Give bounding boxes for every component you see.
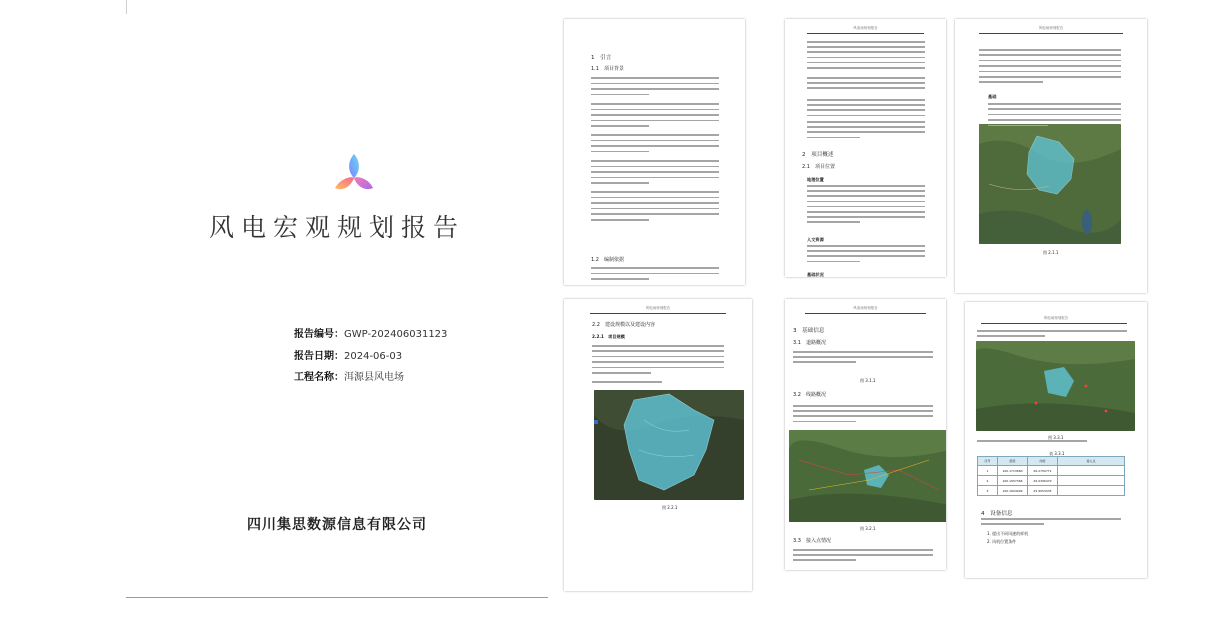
figure-caption: 图 3.3.1 xyxy=(1048,435,1064,440)
table-caption: 表 3.3.1 xyxy=(1049,451,1065,456)
section-heading-basic-info: 3 基础信息 xyxy=(793,328,825,334)
table-cell: 3 xyxy=(978,486,998,496)
cover-divider xyxy=(126,0,127,14)
body-text-line xyxy=(981,523,1044,525)
body-text-line xyxy=(807,211,925,213)
body-text-line xyxy=(793,415,933,417)
body-text-line xyxy=(807,51,925,53)
subheading-project-scale: 2.2.1 项目规模 xyxy=(592,334,625,339)
body-text-line xyxy=(807,62,925,64)
section-heading-intro: 1 引言 xyxy=(591,55,612,61)
page-thumbnail-1[interactable] xyxy=(564,19,745,285)
page-thumbnail-4[interactable] xyxy=(564,299,752,591)
body-text-line xyxy=(979,65,1121,67)
body-text-line xyxy=(979,54,1121,56)
body-text-line xyxy=(591,88,719,90)
body-text-line xyxy=(591,160,719,162)
project-name-value: 洱源县风电场 xyxy=(344,372,404,383)
body-text-line xyxy=(988,103,1121,105)
body-text-line xyxy=(988,125,1048,127)
project-name-row xyxy=(294,368,404,383)
section-heading-equipment: 4 设备信息 xyxy=(981,511,1013,517)
list-item: 1. 提出不同风速的样机 xyxy=(987,531,1029,536)
body-text-line xyxy=(591,197,719,199)
table-cell xyxy=(1058,486,1125,496)
body-text-line xyxy=(979,76,1121,78)
body-text-line xyxy=(591,151,649,153)
subheading-infrastructure: 基础状况 xyxy=(807,272,824,277)
company-logo-icon xyxy=(331,150,377,196)
body-text-line xyxy=(807,99,925,101)
body-text-line xyxy=(807,245,925,247)
list-item: 2. 风机位置条件 xyxy=(987,539,1017,544)
satellite-map-3 xyxy=(789,430,946,522)
body-text-line xyxy=(977,440,1087,442)
satellite-map-1 xyxy=(979,124,1121,244)
header-rule xyxy=(590,313,726,314)
body-text-line xyxy=(807,82,925,84)
body-text-line xyxy=(807,77,925,79)
body-text-line xyxy=(807,41,925,43)
body-text-line xyxy=(988,114,1121,116)
body-text-line xyxy=(977,330,1127,332)
body-text-line xyxy=(591,166,719,168)
section-heading-roads: 3.1 道路概况 xyxy=(793,340,826,346)
figure-caption-lines: 图 3.2.1 xyxy=(860,526,876,531)
table-header-longitude: 经度 xyxy=(998,457,1028,466)
table-row xyxy=(978,486,1125,496)
body-text-line xyxy=(591,120,719,122)
body-text-line xyxy=(591,208,719,210)
body-text-line xyxy=(591,278,649,280)
report-title: 风电宏观规划报告 xyxy=(208,213,465,242)
section-heading-background: 1.1 项目背景 xyxy=(591,66,624,72)
header-rule xyxy=(979,33,1123,34)
company-name: 四川集思数源信息有限公司 xyxy=(247,517,427,533)
body-text-line xyxy=(591,267,719,269)
body-text-line xyxy=(807,255,925,257)
report-date-row xyxy=(294,347,402,362)
body-text-line xyxy=(807,131,925,133)
page-header: 风电场规划报告 xyxy=(853,26,878,30)
figure-caption: 图 2.2.1 xyxy=(662,505,678,510)
body-text-line xyxy=(807,104,925,106)
body-text-line xyxy=(592,356,724,358)
body-text-line xyxy=(793,361,856,363)
body-text-line xyxy=(807,185,925,187)
body-text-line xyxy=(807,67,925,69)
body-text-line xyxy=(988,119,1121,121)
body-text-line xyxy=(592,372,651,374)
table-cell xyxy=(1058,466,1125,476)
body-text-line xyxy=(979,60,1121,62)
page-header: 风电场规划报告 xyxy=(1038,26,1064,30)
body-text-line xyxy=(807,216,925,218)
body-text-line xyxy=(807,261,860,263)
body-text-line xyxy=(793,410,933,412)
body-text-line xyxy=(591,213,719,215)
report-number-row xyxy=(294,325,447,340)
subheading-geography: 地理位置 xyxy=(807,177,824,182)
body-text-line xyxy=(807,250,925,252)
report-number-value: GWP-202406031123 xyxy=(344,329,448,340)
body-text-line xyxy=(591,171,719,173)
body-text-line xyxy=(591,182,649,184)
section-heading-overview: 2 项目概述 xyxy=(802,152,834,158)
body-text-line xyxy=(793,356,933,358)
report-cover xyxy=(126,0,548,598)
body-text-line xyxy=(591,202,719,204)
body-text-line xyxy=(807,221,860,223)
body-text-line xyxy=(591,273,719,275)
section-heading-scale: 2.2 建设规模以及建设内容 xyxy=(592,322,655,328)
body-text-line xyxy=(592,345,724,347)
body-text-line xyxy=(591,77,719,79)
table-cell: 26.2750771 xyxy=(1028,466,1058,476)
table-cell: 2 xyxy=(978,476,998,486)
body-text-line xyxy=(807,46,925,48)
body-text-line xyxy=(793,549,933,551)
body-text-line xyxy=(591,219,649,221)
body-text-line xyxy=(807,57,925,59)
project-name-label: 工程名称： xyxy=(294,372,344,383)
body-text-line xyxy=(592,367,724,369)
table-cell: 1 xyxy=(978,466,998,476)
table-cell xyxy=(1058,476,1125,486)
body-text-line xyxy=(793,554,933,556)
satellite-map-4 xyxy=(976,341,1135,431)
body-text-line xyxy=(591,103,719,105)
body-text-line xyxy=(592,350,724,352)
header-rule xyxy=(805,313,926,314)
body-text-line xyxy=(591,114,719,116)
body-text-line xyxy=(591,191,719,193)
cover-bottom-divider xyxy=(126,597,548,598)
table-header-access-point: 接入点 xyxy=(1058,457,1125,466)
report-date-label: 报告日期： xyxy=(294,351,344,362)
body-text-line xyxy=(591,94,649,96)
body-text-line xyxy=(988,108,1121,110)
table-cell: 25.9053035 xyxy=(1028,486,1058,496)
table-cell: 26.0396479 xyxy=(1028,476,1058,486)
table-cell: 100.1713680 xyxy=(998,466,1028,476)
page-thumbnail-6[interactable] xyxy=(965,302,1147,578)
table-row xyxy=(978,476,1125,486)
body-text-line xyxy=(591,83,719,85)
subheading-culture: 人文资源 xyxy=(807,237,824,242)
satellite-map-2 xyxy=(594,390,744,500)
body-text-line xyxy=(979,81,1043,83)
figure-caption: 图 2.1.1 xyxy=(1043,250,1059,255)
body-text-line xyxy=(591,177,719,179)
body-text-line xyxy=(591,109,719,111)
section-heading-basis: 1.2 编制依据 xyxy=(591,257,624,263)
report-date-value: 2024-06-03 xyxy=(344,351,403,362)
body-text-line xyxy=(807,206,925,208)
body-text-line xyxy=(793,421,856,423)
body-text-line xyxy=(981,518,1121,520)
body-text-line xyxy=(793,405,933,407)
body-text-line xyxy=(807,195,925,197)
page-header: 风电场规划报告 xyxy=(853,306,878,310)
figure-caption-roads: 图 3.1.1 xyxy=(860,378,876,383)
body-text-line xyxy=(591,125,649,127)
header-rule xyxy=(981,323,1127,324)
page-header: 风电场规划报告 xyxy=(645,306,671,310)
body-text-line xyxy=(979,49,1121,51)
header-rule xyxy=(807,33,924,34)
body-text-line xyxy=(807,115,925,117)
table-cell: 100.1957366 xyxy=(998,476,1028,486)
section-heading-access-point: 3.3 接入点情况 xyxy=(793,538,831,544)
table-header-latitude: 纬度 xyxy=(1028,457,1058,466)
body-text-line xyxy=(807,137,860,139)
body-text-line xyxy=(807,190,925,192)
body-text-line xyxy=(591,140,719,142)
page-header: 风电场规划报告 xyxy=(1043,316,1069,320)
body-text-line xyxy=(979,71,1121,73)
table-cell: 100.1604099 xyxy=(998,486,1028,496)
body-text-line xyxy=(592,361,724,363)
table-header-index: 序号 xyxy=(978,457,998,466)
body-text-line xyxy=(807,126,925,128)
body-text-line xyxy=(807,87,925,89)
body-text-line xyxy=(591,145,719,147)
body-text-line xyxy=(793,351,933,353)
section-heading-location: 2.1 项目位置 xyxy=(802,164,835,170)
body-text-line xyxy=(591,134,719,136)
report-number-label: 报告编号： xyxy=(294,329,344,340)
body-text-line xyxy=(807,109,925,111)
body-text-line xyxy=(592,381,662,383)
table-header-row xyxy=(978,457,1125,466)
table-row xyxy=(978,466,1125,476)
body-text-line xyxy=(807,201,925,203)
body-text-line xyxy=(977,335,1045,337)
page-thumbnail-3[interactable] xyxy=(955,19,1147,293)
subheading-basis: 基础 xyxy=(988,94,997,99)
section-heading-lines: 3.2 线路概况 xyxy=(793,392,826,398)
access-point-table xyxy=(977,456,1125,496)
page-thumbnail-5[interactable] xyxy=(785,299,946,570)
body-text-line xyxy=(793,559,856,561)
page-thumbnail-2[interactable] xyxy=(785,19,946,277)
body-text-line xyxy=(807,121,925,123)
